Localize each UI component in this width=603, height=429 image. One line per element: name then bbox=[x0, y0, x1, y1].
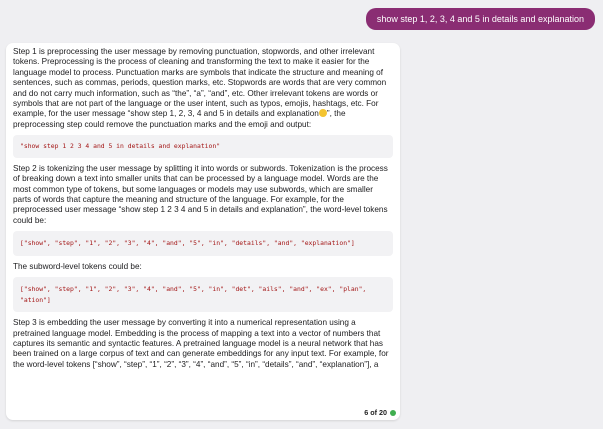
step1-text-end: ”, the preprocessing step could remove the punctuation marks and the emoji and output: bbox=[13, 109, 346, 129]
reply-footer bbox=[364, 408, 396, 417]
green-dot-icon bbox=[390, 410, 396, 416]
step2-paragraph: Step 2 is tokenizing the user message by splitting it into words or subwords. Tokenization is the process of breaking down a text into smaller units that can be processed by a language model. Words are the most common type of tokens, but some languages or models may use subwords, which are smaller parts of words that capture the meaning and structure of the language. For example, for the preprocessed user message “show step 1 2 3 4 and 5 in details and explanation”, the word-level tokens could be: bbox=[13, 163, 388, 225]
step1-text: Step 1 is preprocessing the user message by removing punctuation, stopwords, and other irrelevant tokens. Preprocessing is the process of cleaning and transforming the text to make it easier for the language model to process. Punctuation marks are symbols that indicate the structure and meaning of sentences, such as commas, periods, question marks, etc. Stopwords are words that are very common and do not carry much information, such as “the”, “a”, “and”, etc. Other irrelevant tokens are words or symbols that are not part of the language or the user intent, such as typos, emojis, hashtags, etc. For example, for the user message “show step 1, 2, 3, 4 and 5 in details and explanation bbox=[13, 47, 387, 119]
word-tokens-code-block: ["show", "step", "1", "2", "3", "4", "and", "5", "in", "details", "and", "explanation"] bbox=[13, 231, 393, 256]
response-counter: 6 of 20 bbox=[364, 408, 387, 417]
subword-tokens-code-block: ["show", "step", "1", "2", "3", "4", "and", "5", "in", "det", "ails", "and", "ex", "plan", "ation"] bbox=[13, 277, 393, 312]
step3-paragraph: Step 3 is embedding the user message by converting it into a numerical representation using a pretrained language model. Embedding is the process of mapping a text into a vector of numbers that captures its semantic and syntactic features. A pretrained language model is a neural network that has been trained on a large corpus of text and can generate embeddings for any input text. For example, for the word-level tokens [“show”, “step”, “1”, “2”, “3”, “4”, “and”, “5”, “in”, “details”, “and”, “explanation”], a bbox=[13, 318, 389, 369]
assistant-reply-card bbox=[6, 43, 400, 420]
user-message-bubble: show step 1, 2, 3, 4 and 5 in details and explanation bbox=[366, 8, 595, 30]
step1-paragraph bbox=[13, 47, 393, 130]
grinning-sweat-emoji-icon bbox=[319, 109, 327, 117]
subword-intro: The subword-level tokens could be: bbox=[13, 261, 142, 271]
step1-code-block: "show step 1 2 3 4 and 5 in details and explanation" bbox=[13, 135, 393, 158]
